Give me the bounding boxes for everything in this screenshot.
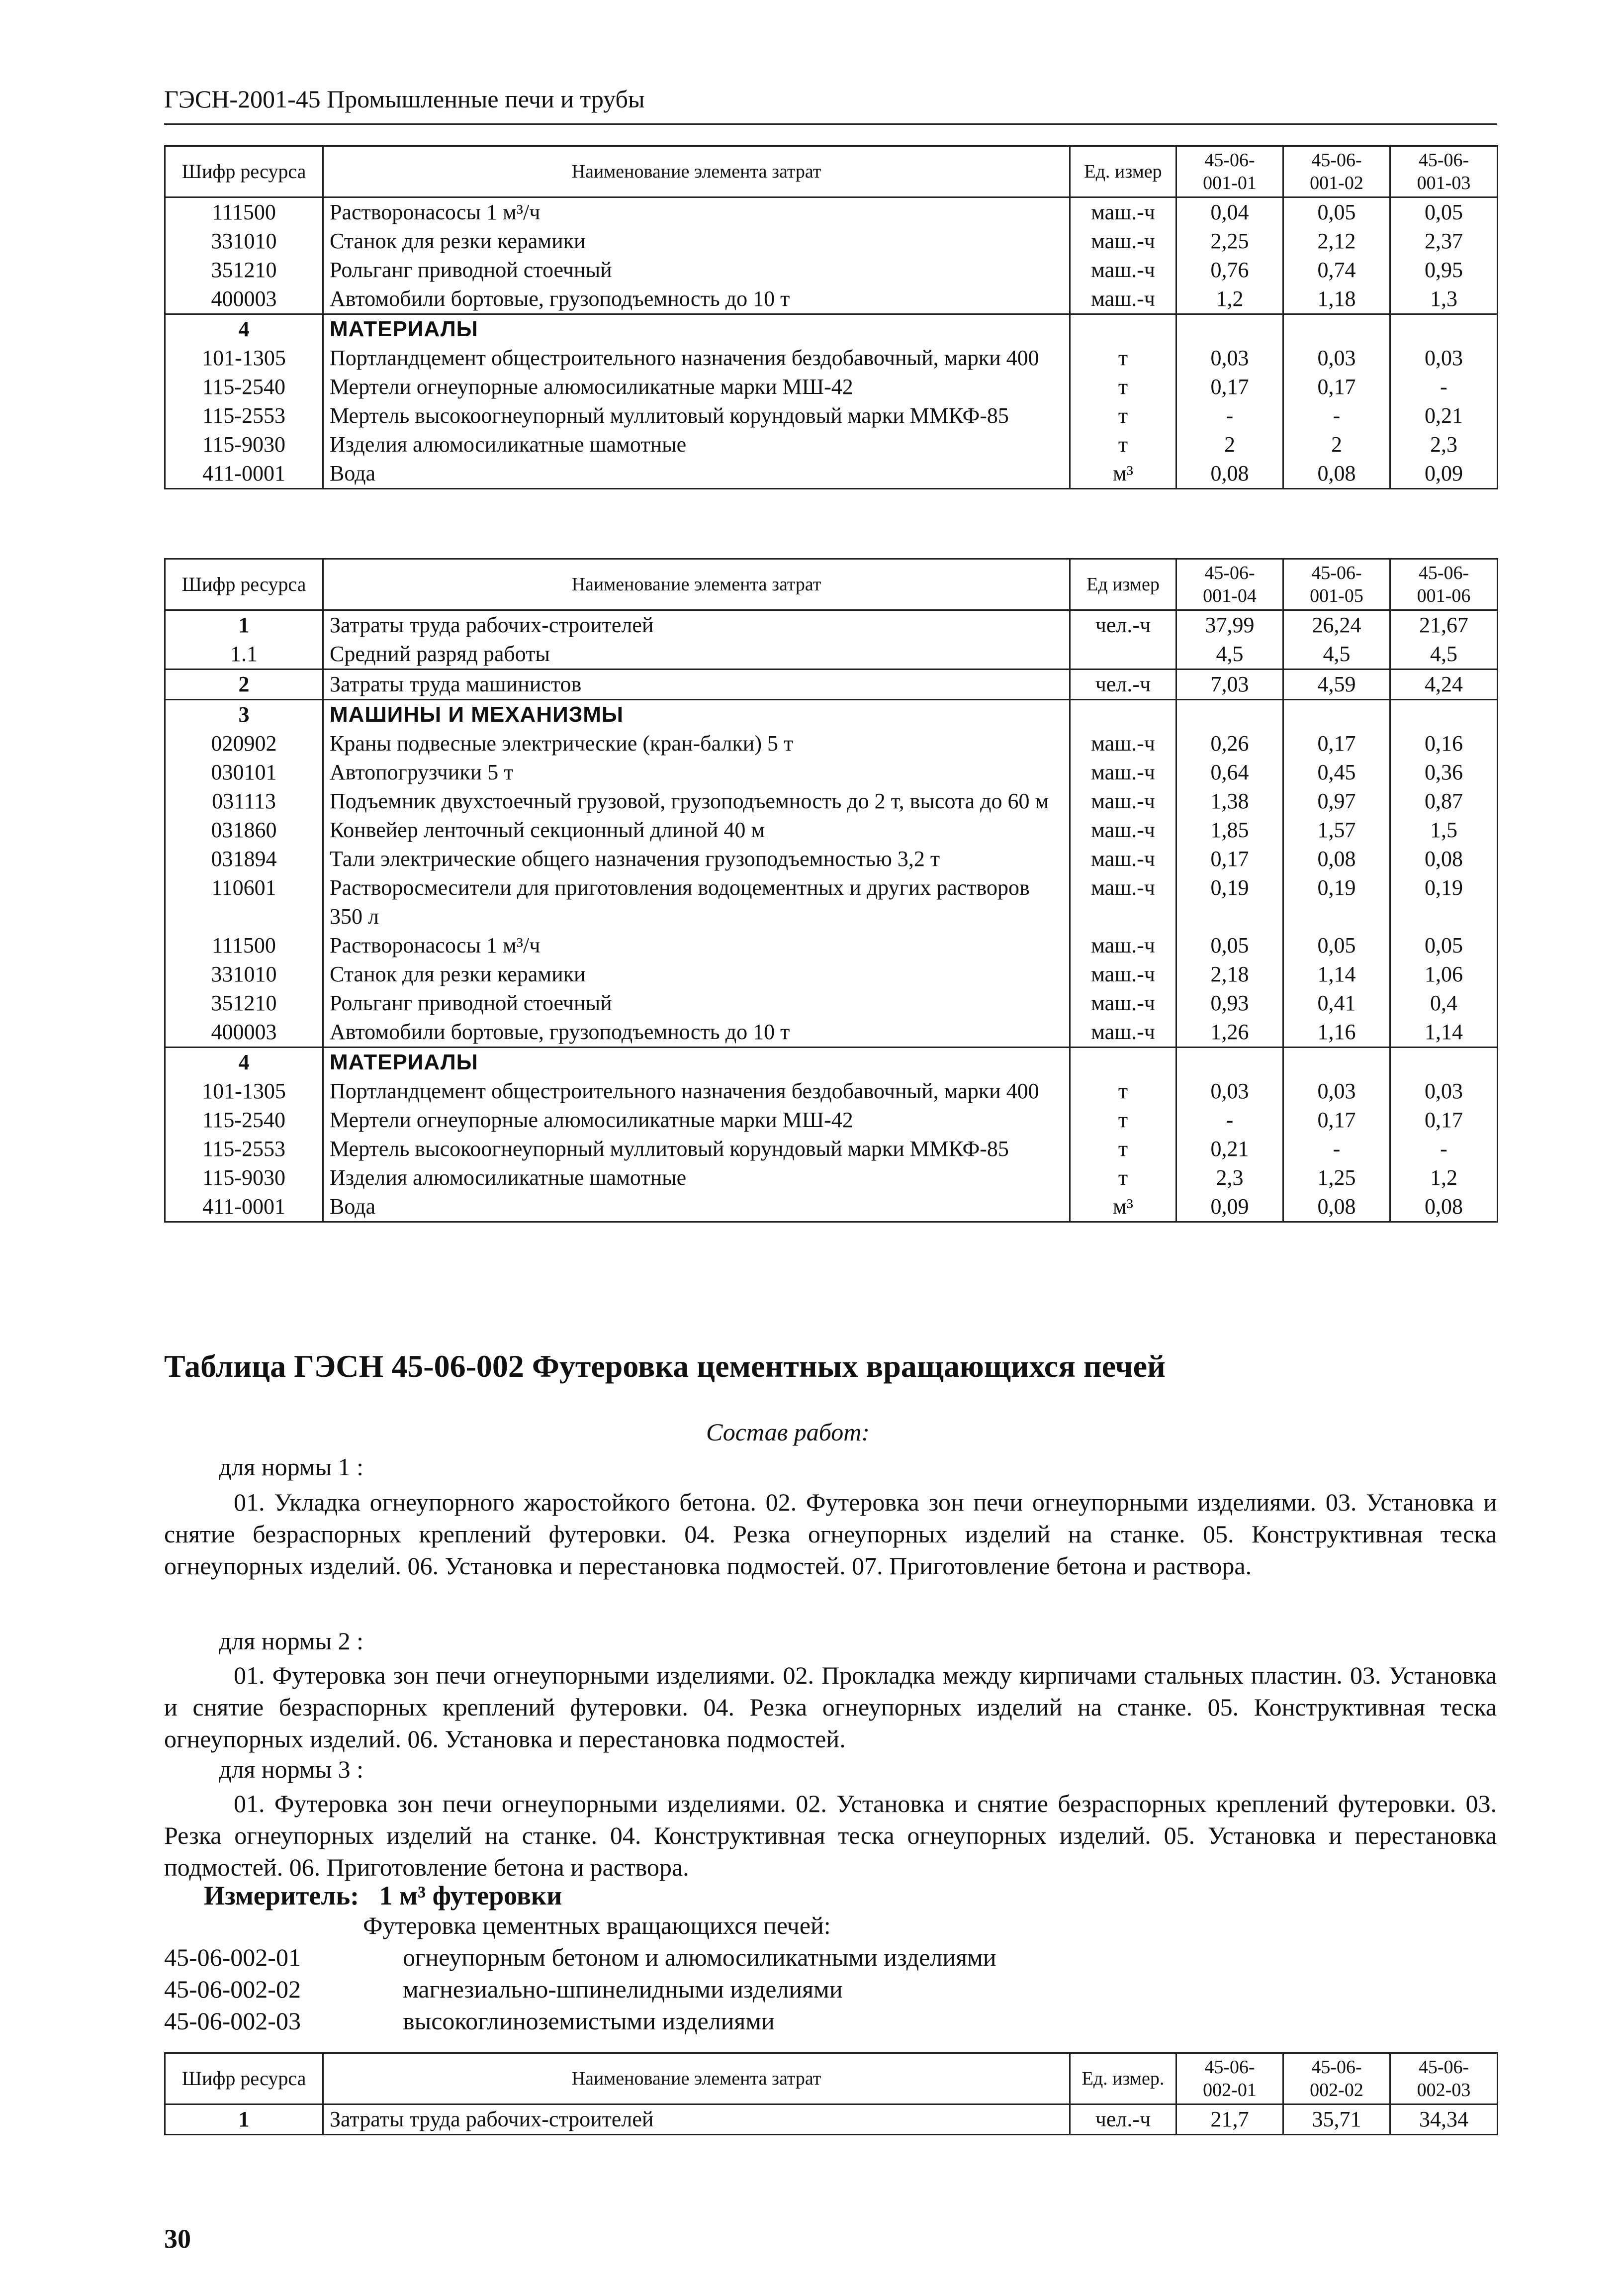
resource-name: Вода: [323, 459, 1070, 489]
resource-name: Мертели огнеупорные алюмосиликатные марки МШ-42: [323, 373, 1070, 401]
resource-unit: маш.-ч: [1070, 960, 1176, 989]
resource-code: 351210: [165, 989, 323, 1018]
norm-label: для нормы 3 :: [219, 1755, 364, 1783]
measure-label: Измеритель:: [204, 1881, 360, 1910]
norm-value: 0,76: [1176, 256, 1283, 285]
table-header-row: [165, 146, 1498, 197]
norm-value: 2: [1283, 430, 1390, 459]
resource-name: Мертели огнеупорные алюмосиликатные марки МШ-42: [323, 1106, 1070, 1135]
resource-code: 2: [165, 669, 323, 700]
table-row: [165, 1106, 1498, 1135]
table-row: [165, 344, 1498, 373]
col-header-norm: 45-06- 002-01: [1176, 2053, 1283, 2104]
resource-name: МАШИНЫ И МЕХАНИЗМЫ: [323, 700, 1070, 730]
col-header-norm: 45-06- 001-06: [1390, 559, 1498, 610]
norm-label: для нормы 2 :: [219, 1627, 364, 1655]
resource-code: 115-2553: [165, 401, 323, 430]
resource-unit: маш.-ч: [1070, 285, 1176, 314]
variant-code: 45-06-002-03: [164, 2007, 301, 2035]
resource-table-2: [164, 558, 1498, 1223]
table-row: [165, 1048, 1498, 1077]
norm-value: [1283, 1048, 1390, 1077]
resource-name: Средний разряд работы: [323, 640, 1070, 669]
resource-unit: т: [1070, 430, 1176, 459]
norm-value: [1176, 1048, 1283, 1077]
resource-unit: маш.-ч: [1070, 989, 1176, 1018]
norm-value: 0,36: [1390, 758, 1498, 787]
norm-value: 0,19: [1390, 873, 1498, 931]
resource-name: Затраты труда рабочих-строителей: [323, 610, 1070, 640]
norm-value: 0,17: [1176, 845, 1283, 873]
table-row: [165, 729, 1498, 758]
resource-table-1: [164, 145, 1498, 489]
table-row: [165, 256, 1498, 285]
table-row: [165, 401, 1498, 430]
norm-value: 1,14: [1390, 1018, 1498, 1048]
variant-text: магнезиально-шпинелидными изделиями: [403, 1975, 843, 2003]
norm-value: [1283, 700, 1390, 730]
norm-value: 35,71: [1283, 2104, 1390, 2135]
norm-value: -: [1283, 1135, 1390, 1163]
resource-unit: т: [1070, 401, 1176, 430]
norm-value: 2,3: [1390, 430, 1498, 459]
resource-name: Растворонасосы 1 м³/ч: [323, 197, 1070, 227]
col-header-norm: 45-06- 002-03: [1390, 2053, 1498, 2104]
resource-unit: м³: [1070, 1192, 1176, 1222]
resource-unit: маш.-ч: [1070, 729, 1176, 758]
table-row: [165, 845, 1498, 873]
resource-name: Затраты труда машинистов: [323, 669, 1070, 700]
resource-unit: чел.-ч: [1070, 669, 1176, 700]
resource-name: Конвейер ленточный секционный длиной 40 м: [323, 816, 1070, 845]
resource-name: Затраты труда рабочих-строителей: [323, 2104, 1070, 2135]
norm-value: 0,03: [1283, 1077, 1390, 1106]
table-row: [165, 1077, 1498, 1106]
resource-unit: т: [1070, 373, 1176, 401]
norm-value: 0,17: [1283, 1106, 1390, 1135]
resource-name: Тали электрические общего назначения грузоподъемностью 3,2 т: [323, 845, 1070, 873]
norm-value: 1,57: [1283, 816, 1390, 845]
resource-name: Подъемник двухстоечный грузовой, грузоподъемность до 2 т, высота до 60 м: [323, 787, 1070, 816]
norm-value: 0,08: [1390, 845, 1498, 873]
norm-value: 2: [1176, 430, 1283, 459]
resource-code: 411-0001: [165, 1192, 323, 1222]
resource-name: Мертель высокоогнеупорный муллитовый корундовый марки ММКФ-85: [323, 401, 1070, 430]
norm-value: 4,59: [1283, 669, 1390, 700]
resource-unit: т: [1070, 1106, 1176, 1135]
resource-code: 115-2540: [165, 373, 323, 401]
table-row: [165, 610, 1498, 640]
table-row: [165, 459, 1498, 489]
variant-code: 45-06-002-02: [164, 1975, 301, 2003]
resource-name: Изделия алюмосиликатные шамотные: [323, 430, 1070, 459]
norm-value: 1,5: [1390, 816, 1498, 845]
resource-name: Автомобили бортовые, грузоподъемность до 10 т: [323, 1018, 1070, 1048]
norm-value: 0,09: [1176, 1192, 1283, 1222]
resource-name: Вода: [323, 1192, 1070, 1222]
table-row: [165, 816, 1498, 845]
variant-row: [164, 2006, 775, 2035]
resource-code: 411-0001: [165, 459, 323, 489]
table-row: [165, 700, 1498, 730]
resource-unit: маш.-ч: [1070, 227, 1176, 256]
table-row: [165, 430, 1498, 459]
norm-value: 0,03: [1176, 344, 1283, 373]
resource-name: Станок для резки керамики: [323, 960, 1070, 989]
table-row: [165, 669, 1498, 700]
norm-value: 1,14: [1283, 960, 1390, 989]
resource-unit: т: [1070, 344, 1176, 373]
norm-value: -: [1283, 401, 1390, 430]
header-rule: [164, 123, 1497, 125]
variants-heading: Футеровка цементных вращающихся печей:: [363, 1911, 831, 1939]
resource-code: 030101: [165, 758, 323, 787]
col-header-code: Шифр ресурса: [165, 559, 323, 610]
norm-value: 0,17: [1390, 1106, 1498, 1135]
table-row: [165, 314, 1498, 344]
norm-value: 1,85: [1176, 816, 1283, 845]
norm-value: [1390, 700, 1498, 730]
col-header-code: Шифр ресурса: [165, 2053, 323, 2104]
table-row: [165, 931, 1498, 960]
norm-value: 0,17: [1176, 373, 1283, 401]
variant-text: огнеупорным бетоном и алюмосиликатными изделиями: [403, 1943, 996, 1971]
norm-value: 0,04: [1176, 197, 1283, 227]
col-header-unit: Ед. измер.: [1070, 2053, 1176, 2104]
norm-value: [1283, 314, 1390, 344]
norm-value: 1,16: [1283, 1018, 1390, 1048]
table-row: [165, 989, 1498, 1018]
resource-unit: маш.-ч: [1070, 256, 1176, 285]
resource-code: 031894: [165, 845, 323, 873]
norm-value: 0,45: [1283, 758, 1390, 787]
resource-table-3: [164, 2052, 1498, 2135]
col-header-name: Наименование элемента затрат: [323, 146, 1070, 197]
resource-unit: чел.-ч: [1070, 610, 1176, 640]
norm-value: 2,25: [1176, 227, 1283, 256]
norm-value: 7,03: [1176, 669, 1283, 700]
col-header-unit: Ед измер: [1070, 559, 1176, 610]
norm-value: 21,7: [1176, 2104, 1283, 2135]
running-header: ГЭСН-2001-45 Промышленные печи и трубы: [164, 85, 645, 113]
norm-value: 0,05: [1390, 197, 1498, 227]
table-header-row: [165, 2053, 1498, 2104]
norm-value: 0,17: [1283, 729, 1390, 758]
resource-name: Краны подвесные электрические (кран-балки) 5 т: [323, 729, 1070, 758]
norm-value: 0,03: [1283, 344, 1390, 373]
norm-value: 0,26: [1176, 729, 1283, 758]
norm-value: [1390, 314, 1498, 344]
table-row: [165, 1192, 1498, 1222]
norm-value: 4,5: [1390, 640, 1498, 669]
resource-unit: маш.-ч: [1070, 197, 1176, 227]
resource-unit: маш.-ч: [1070, 816, 1176, 845]
norm-value: 1,38: [1176, 787, 1283, 816]
table-row: [165, 227, 1498, 256]
table-row: [165, 758, 1498, 787]
resource-unit: т: [1070, 1135, 1176, 1163]
norm-value: 0,03: [1390, 1077, 1498, 1106]
resource-code: 400003: [165, 285, 323, 314]
table-row: [165, 960, 1498, 989]
table-row: [165, 373, 1498, 401]
resource-unit: чел.-ч: [1070, 2104, 1176, 2135]
resource-code: 3: [165, 700, 323, 730]
variant-row: [164, 1943, 996, 1972]
composition-heading: Состав работ:: [706, 1418, 870, 1446]
table-header-row: [165, 559, 1498, 610]
norm-value: 0,08: [1176, 459, 1283, 489]
resource-code: 101-1305: [165, 1077, 323, 1106]
norm-value: -: [1176, 1106, 1283, 1135]
table-row: [165, 1018, 1498, 1048]
resource-unit: маш.-ч: [1070, 873, 1176, 931]
col-header-norm: 45-06- 001-01: [1176, 146, 1283, 197]
norm-value: 0,95: [1390, 256, 1498, 285]
resource-code: 031113: [165, 787, 323, 816]
norm-value: 0,08: [1283, 459, 1390, 489]
resource-code: 115-9030: [165, 430, 323, 459]
norm-value: [1176, 314, 1283, 344]
norm-value: 0,05: [1283, 931, 1390, 960]
norm-value: 1,18: [1283, 285, 1390, 314]
norm-value: 4,24: [1390, 669, 1498, 700]
table-row: [165, 197, 1498, 227]
resource-name: МАТЕРИАЛЫ: [323, 1048, 1070, 1077]
norm-value: -: [1176, 401, 1283, 430]
norm-value: 0,41: [1283, 989, 1390, 1018]
resource-name: Автомобили бортовые, грузоподъемность до 10 т: [323, 285, 1070, 314]
norm-value: 1,06: [1390, 960, 1498, 989]
norm-value: 1,2: [1176, 285, 1283, 314]
norm-value: 0,93: [1176, 989, 1283, 1018]
norm-value: [1390, 1048, 1498, 1077]
col-header-code: Шифр ресурса: [165, 146, 323, 197]
variant-row: [164, 1975, 843, 2004]
norm-value: -: [1390, 373, 1498, 401]
norm-value: 0,16: [1390, 729, 1498, 758]
resource-name: Изделия алюмосиликатные шамотные: [323, 1163, 1070, 1192]
norm-value: 4,5: [1283, 640, 1390, 669]
norm-paragraph: 01. Укладка огнеупорного жаростойкого бетона. 02. Футеровка зон печи огнеупорными изделиями. 03. Установка и снятие безраспорных креплений футеровки. 04. Резка огнеупорных изделий на станке. 05. Конструктивная теска огнеупорных изделий. 06. Установка и перестановка подмостей. 07. Приготовление бетона и раствора.: [164, 1488, 1497, 1580]
table-title: Таблица ГЭСН 45-06-002 Футеровка цементных вращающихся печей: [164, 1348, 1166, 1384]
norm-value: 0,87: [1390, 787, 1498, 816]
norm-value: 0,08: [1283, 845, 1390, 873]
norm-value: 0,05: [1176, 931, 1283, 960]
resource-code: 4: [165, 1048, 323, 1077]
resource-name: Растворосмесители для приготовления водоцементных и других растворов 350 л: [323, 873, 1070, 931]
resource-code: 1.1: [165, 640, 323, 669]
col-header-unit: Ед. измер: [1070, 146, 1176, 197]
norm-value: 0,05: [1283, 197, 1390, 227]
norm-value: 2,3: [1176, 1163, 1283, 1192]
col-header-norm: 45-06- 001-03: [1390, 146, 1498, 197]
norm-value: 4,5: [1176, 640, 1283, 669]
norm-value: 0,4: [1390, 989, 1498, 1018]
norm-value: 1,3: [1390, 285, 1498, 314]
table-row: [165, 787, 1498, 816]
norm-value: 0,21: [1176, 1135, 1283, 1163]
variant-text: высокоглиноземистыми изделиями: [403, 2007, 775, 2035]
resource-code: 1: [165, 2104, 323, 2135]
table-row: [165, 285, 1498, 314]
resource-unit: маш.-ч: [1070, 758, 1176, 787]
norm-value: 2,37: [1390, 227, 1498, 256]
norm-value: 1,25: [1283, 1163, 1390, 1192]
resource-unit: [1070, 640, 1176, 669]
resource-name: Рольганг приводной стоечный: [323, 256, 1070, 285]
resource-code: 101-1305: [165, 344, 323, 373]
col-header-norm: 45-06- 001-02: [1283, 146, 1390, 197]
resource-name: Растворонасосы 1 м³/ч: [323, 931, 1070, 960]
measure-value: 1 м³ футеровки: [379, 1881, 562, 1910]
resource-unit: т: [1070, 1163, 1176, 1192]
resource-code: 351210: [165, 256, 323, 285]
resource-unit: маш.-ч: [1070, 787, 1176, 816]
norm-value: 0,09: [1390, 459, 1498, 489]
resource-unit: маш.-ч: [1070, 1018, 1176, 1048]
measure-line: [204, 1880, 562, 1911]
norm-value: 2,18: [1176, 960, 1283, 989]
resource-code: 331010: [165, 227, 323, 256]
norm-value: 0,21: [1390, 401, 1498, 430]
norm-value: 0,17: [1283, 373, 1390, 401]
table-row: [165, 1163, 1498, 1192]
norm-value: 2,12: [1283, 227, 1390, 256]
resource-unit: [1070, 314, 1176, 344]
col-header-norm: 45-06- 002-02: [1283, 2053, 1390, 2104]
norm-value: 1,26: [1176, 1018, 1283, 1048]
norm-value: 21,67: [1390, 610, 1498, 640]
table-row: [165, 873, 1498, 931]
resource-unit: т: [1070, 1077, 1176, 1106]
norm-value: 0,03: [1390, 344, 1498, 373]
resource-code: 115-9030: [165, 1163, 323, 1192]
resource-code: 020902: [165, 729, 323, 758]
resource-code: 115-2540: [165, 1106, 323, 1135]
resource-code: 111500: [165, 931, 323, 960]
col-header-name: Наименование элемента затрат: [323, 2053, 1070, 2104]
resource-name: МАТЕРИАЛЫ: [323, 314, 1070, 344]
table-row: [165, 640, 1498, 669]
resource-code: 331010: [165, 960, 323, 989]
resource-name: Портландцемент общестроительного назначения бездобавочный, марки 400: [323, 1077, 1070, 1106]
resource-name: Рольганг приводной стоечный: [323, 989, 1070, 1018]
resource-code: 1: [165, 610, 323, 640]
norm-value: -: [1390, 1135, 1498, 1163]
norm-value: 0,08: [1390, 1192, 1498, 1222]
resource-unit: [1070, 1048, 1176, 1077]
variant-code: 45-06-002-01: [164, 1943, 301, 1971]
norm-paragraph: 01. Футеровка зон печи огнеупорными изделиями. 02. Прокладка между кирпичами стальных пластин. 03. Установка и снятие безраспорных креплений футеровки. 04. Резка огнеупорных изделий на станке. 05. Конструктивная теска огнеупорных изделий. 06. Установка и перестановка подмостей.: [164, 1661, 1497, 1753]
norm-value: 0,08: [1283, 1192, 1390, 1222]
norm-value: 0,97: [1283, 787, 1390, 816]
resource-unit: [1070, 700, 1176, 730]
resource-unit: м³: [1070, 459, 1176, 489]
norm-value: 26,24: [1283, 610, 1390, 640]
resource-code: 111500: [165, 197, 323, 227]
norm-label: для нормы 1 :: [219, 1453, 364, 1481]
norm-value: [1176, 700, 1283, 730]
resource-code: 115-2553: [165, 1135, 323, 1163]
norm-value: 0,64: [1176, 758, 1283, 787]
resource-unit: маш.-ч: [1070, 845, 1176, 873]
norm-value: 1,2: [1390, 1163, 1498, 1192]
norm-value: 0,74: [1283, 256, 1390, 285]
resource-unit: маш.-ч: [1070, 931, 1176, 960]
col-header-norm: 45-06- 001-05: [1283, 559, 1390, 610]
resource-code: 110601: [165, 873, 323, 931]
table-row: [165, 2104, 1498, 2135]
resource-name: Автопогрузчики 5 т: [323, 758, 1070, 787]
page-number: 30: [164, 2224, 191, 2254]
resource-name: Портландцемент общестроительного назначения бездобавочный, марки 400: [323, 344, 1070, 373]
norm-value: 0,05: [1390, 931, 1498, 960]
norm-value: 0,19: [1283, 873, 1390, 931]
norm-value: 0,19: [1176, 873, 1283, 931]
norm-paragraph: 01. Футеровка зон печи огнеупорными изделиями. 02. Установка и снятие безраспорных креплений футеровки. 03. Резка огнеупорных изделий на станке. 04. Конструктивная теска огнеупорных изделий. 05. Установка и перестановка подмостей. 06. Приготовление бетона и раствора.: [164, 1790, 1497, 1881]
resource-code: 031860: [165, 816, 323, 845]
resource-name: Станок для резки керамики: [323, 227, 1070, 256]
norm-value: 0,03: [1176, 1077, 1283, 1106]
resource-code: 400003: [165, 1018, 323, 1048]
table-row: [165, 1135, 1498, 1163]
col-header-name: Наименование элемента затрат: [323, 559, 1070, 610]
resource-code: 4: [165, 314, 323, 344]
col-header-norm: 45-06- 001-04: [1176, 559, 1283, 610]
resource-name: Мертель высокоогнеупорный муллитовый корундовый марки ММКФ-85: [323, 1135, 1070, 1163]
norm-value: 37,99: [1176, 610, 1283, 640]
norm-value: 34,34: [1390, 2104, 1498, 2135]
